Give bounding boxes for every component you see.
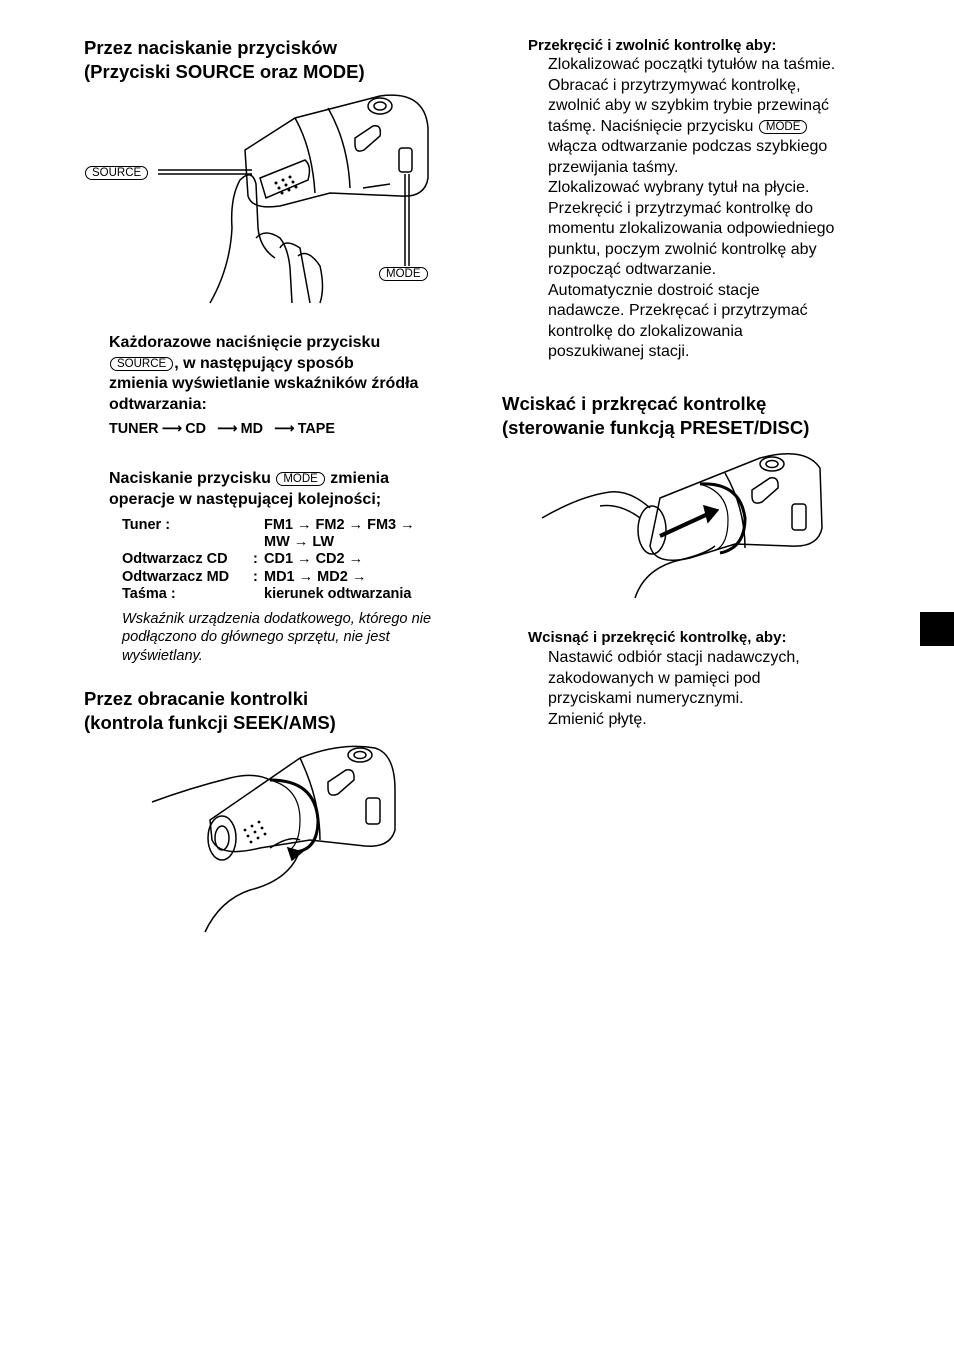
rotate-line: przewijania taśmy. [548, 158, 679, 176]
mode-table-value: FM1 → FM2 → FM3 → [264, 517, 415, 533]
arrow-right-icon: ⟶ [274, 421, 295, 437]
rotate-line: punktu, poczym zwolnić kontrolkę aby [548, 240, 817, 258]
rotate-line: zwolnić aby w szybkim trybie przewinąć [548, 97, 829, 114]
rotate-line: Zlokalizować początki tytułów na taśmie. [548, 56, 836, 73]
rotate-line: nadawcze. Przekręcać i przytrzymać [548, 302, 808, 319]
rotate-line: Zlokalizować wybrany tytuł na płycie. [548, 179, 810, 196]
source-badge-inline: SOURCE [110, 357, 173, 371]
mode-table-label: Odtwarzacz CD [122, 551, 228, 567]
section-title-buttons: Przez naciskanie przycisków (Przyciski SOURCE oraz MODE) [84, 37, 365, 82]
rotate-line: momentu zlokalizowania odpowiedniego [548, 220, 835, 237]
rotate-line: Przekręcić i przytrzymać kontrolkę do [548, 199, 813, 217]
rotate-line: taśmę. Naciśnięcie przycisku MODE [548, 117, 898, 138]
mode-badge: MODE [379, 267, 428, 281]
mode-table-value: MW → LW [264, 534, 335, 550]
arrow-right-icon: ⟶ [161, 421, 183, 437]
rotate-line: Obracać i przytrzymywać kontrolkę, [548, 76, 801, 94]
seq-item: TAPE [297, 421, 335, 437]
rotate-line: rozpocząć odtwarzanie. [548, 261, 717, 278]
mode-table-label: Taśma : [122, 586, 176, 602]
mode-table-label: Tuner : [122, 517, 171, 533]
push-line: Nastawić odbiór stacji nadawczych, [548, 649, 800, 666]
section-tab-marker [920, 612, 954, 646]
seq-item: CD [185, 421, 207, 437]
rotate-line: włącza odtwarzanie podczas szybkiego [548, 138, 828, 155]
source-paragraph: Każdorazowe naciśnięcie przycisku SOURCE , w następujący sposób zmienia wyświetlanie wskaźników źródła odtwarzania: [109, 334, 419, 413]
seq-item: MD [240, 421, 264, 437]
section-title-seek-ams: Przez obracanie kontrolki (kontrola funkcji SEEK/AMS) [84, 688, 336, 733]
push-line: zakodowanych w pamięci pod [548, 669, 761, 687]
mode-badge-rotate: MODE [759, 120, 808, 134]
source-sequence [109, 421, 335, 438]
mode-badge-inline: MODE [276, 472, 325, 486]
rotate-line: Automatycznie dostroić stacje [548, 281, 760, 299]
rotate-instructions [528, 36, 898, 363]
arrow-right-icon: ⟶ [217, 421, 238, 437]
mode-table-value: CD1 → CD2 → [264, 551, 364, 567]
figure-push-rotate [540, 448, 830, 608]
figure-rotate-knob [150, 740, 400, 935]
mode-table-label: Odtwarzacz MD [122, 569, 230, 585]
push-line: przyciskami numerycznymi. [548, 690, 744, 707]
seq-item: TUNER [109, 421, 159, 437]
mode-paragraph: Naciskanie przycisku MODE zmienia operacje w następującej kolejności; [109, 470, 389, 508]
mode-table-colon: : [253, 569, 258, 585]
rotate-line: kontrolkę do zlokalizowania [548, 322, 743, 340]
mode-table-colon: : [253, 551, 258, 567]
mode-table-value: kierunek odtwarzania [264, 586, 412, 602]
push-instructions [528, 628, 898, 730]
note-text: Wskaźnik urządzenia dodatkowego, którego nie podłączono do głównego sprzętu, nie jest wyświetlany. [122, 611, 432, 664]
source-badge: SOURCE [85, 166, 148, 180]
rotate-heading: Przekręcić i zwolnić kontrolkę aby: [528, 37, 777, 54]
rotate-line: poszukiwanej stacji. [548, 343, 690, 360]
section-title-preset-disc: Wciskać i przkręcać kontrolkę (sterowanie funkcją PRESET/DISC) [502, 393, 810, 438]
push-line: Zmienić płytę. [548, 710, 647, 728]
push-heading: Wcisnąć i przekręcić kontrolkę, aby: [528, 629, 787, 646]
mode-table-value: MD1 → MD2 → [264, 569, 367, 585]
